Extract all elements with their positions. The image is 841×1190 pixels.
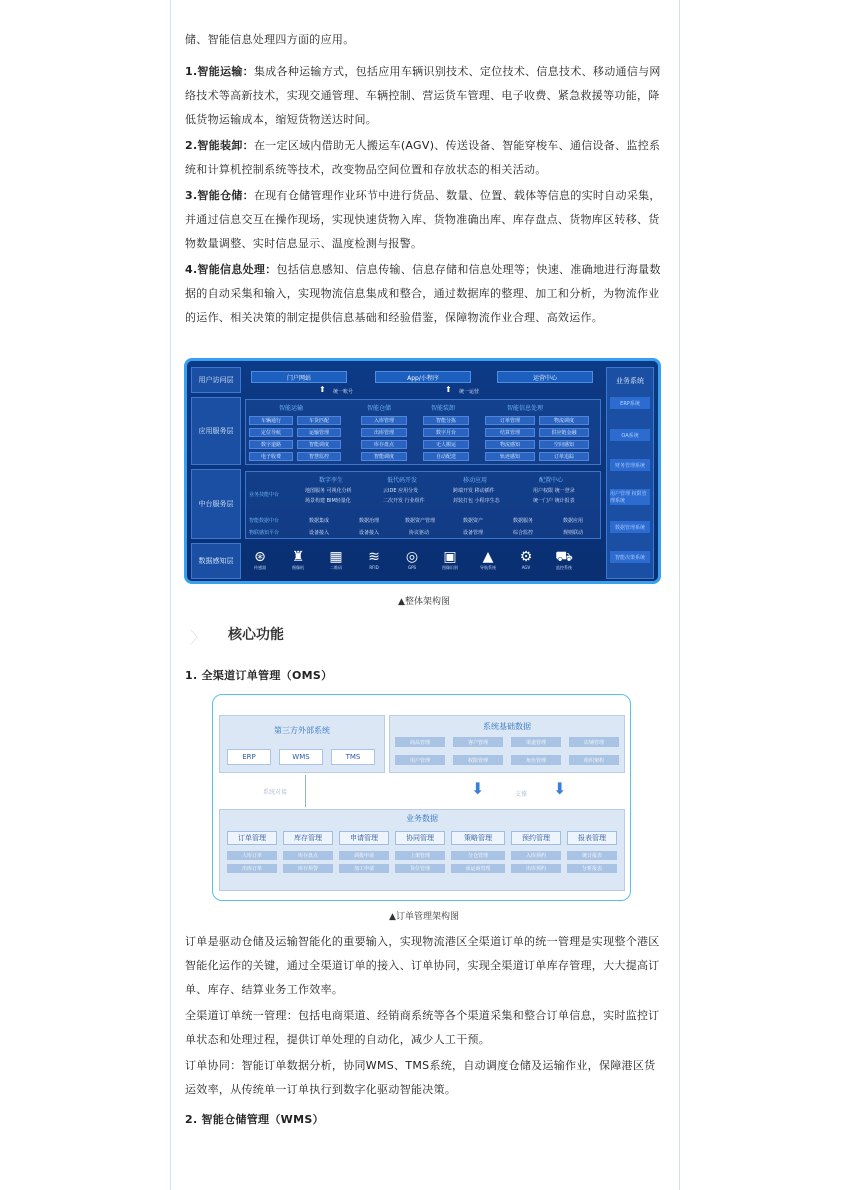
mid-group-title: 配置中心 — [539, 477, 564, 484]
item-text: 集成各种运输方式，包括应用车辆识别技术、定位技术、信息技术、移动通信与网络技术等高新技术，实现交通管理、车辆控制、营运货车管理、电子收费、紧急救援等功能，降低货物运输成本，缩短货物送达时间。 — [185, 65, 661, 126]
rfid-icon: ≋ RFID — [368, 549, 380, 570]
gps-icon: ◎ GPS — [405, 549, 419, 570]
module-sub: 上架管理 — [395, 851, 445, 860]
top-note: 统一账号 — [333, 389, 354, 395]
module-sub: 出库订单 — [227, 864, 277, 873]
module-sub: 承运商管理 — [451, 864, 505, 873]
base-cell: 用户管理 — [395, 755, 445, 765]
module-sub: 加工申请 — [339, 864, 389, 873]
item-smart-info — [185, 258, 663, 330]
architecture-diagram — [184, 358, 661, 584]
wms-box: WMS — [279, 749, 323, 765]
paragraph: 订单协同：智能订单数据分析，协同WMS、TMS系统，自动调度仓储及运输作业，保障港区货运效率，从传统单一订单执行到数字化驱动智能决策。 — [185, 1059, 656, 1096]
agv-icon: ⚙ AGV — [519, 549, 533, 570]
layer-data-sensing: 数据感知层 — [191, 543, 241, 579]
mid-group-title: 数字孪生 — [319, 477, 344, 484]
chevron-right-icon: 〉 — [190, 628, 207, 647]
module-collab: 协同管理 — [395, 831, 445, 845]
mid-left-label: 业务技能中台 — [249, 492, 280, 498]
mid-row-cell: 规则联动 — [563, 530, 584, 536]
app-cell: 结算管理 — [485, 428, 535, 437]
app-cell: 轨迹感知 — [485, 452, 535, 461]
app-cell: 电子收费 — [249, 452, 293, 461]
item-label: 1.智能运输： — [185, 65, 254, 78]
link-label: 系统对接 — [263, 789, 288, 796]
side-item: OA系统 — [610, 429, 650, 441]
mid-group-line: 统一门户 统计报表 — [533, 498, 575, 504]
app-cell: 入库管理 — [361, 416, 407, 425]
mid-group-line: 二次开发 行业组件 — [383, 498, 425, 504]
arch-caption: ▲整体架构图 — [398, 597, 450, 607]
tab-ops-center: 运营中心 — [497, 371, 593, 383]
side-title: 业务系统 — [616, 377, 644, 385]
app-cell: 自动配送 — [423, 452, 469, 461]
link-line — [305, 775, 306, 807]
mid-group-title: 移动应用 — [463, 477, 488, 484]
mid-group-line: 云IDE 应用分发 — [383, 488, 419, 494]
mid-group-line: 封装打包 小程序生态 — [453, 498, 500, 504]
app-cell: 运输管理 — [297, 428, 341, 437]
group-title: 智能运输 — [279, 405, 304, 412]
side-item: 智能决策系统 — [610, 551, 650, 563]
app-cell: 智慧监控 — [297, 452, 341, 461]
mid-group-line: 场景构建 BIM轻量化 — [305, 498, 351, 504]
group-title: 智能仓储 — [367, 405, 392, 412]
base-cell: 客户管理 — [453, 737, 503, 747]
oms-heading: 1. 全渠道订单管理（OMS） — [185, 669, 333, 682]
app-cell: 车货匹配 — [297, 416, 341, 425]
support-label: 支撑 — [515, 791, 528, 798]
module-sub: 人库订单 — [227, 851, 277, 860]
tms-box: TMS — [331, 749, 375, 765]
mid-group-line: 地图服务 可视化分析 — [305, 488, 352, 494]
side-item: ERP系统 — [610, 397, 650, 409]
app-cell: 智能调度 — [297, 440, 341, 449]
camera-icon: ♜ 摄像机 — [291, 549, 305, 570]
app-cell: 订单管理 — [485, 416, 535, 425]
base-cell: 商品管理 — [395, 737, 445, 747]
module-booking: 预约管理 — [511, 831, 561, 845]
mid-row-cell: 设备管理 — [463, 530, 484, 536]
module-order: 订单管理 — [227, 831, 277, 845]
side-item: 数据管理系统 — [610, 521, 650, 533]
sensor-icon: ⊛ 传感器 — [254, 549, 266, 570]
module-sub: 库存盘点 — [283, 851, 333, 860]
mid-row-cell: 数据应用 — [563, 518, 584, 524]
item-smart-storage — [185, 184, 663, 256]
side-item: 财务管理系统 — [610, 459, 650, 471]
down-arrow-icon: ⬇ — [471, 779, 485, 798]
group-title: 智能装卸 — [431, 405, 456, 412]
app-cell: 订单追踪 — [539, 452, 589, 461]
mid-row-cell: 协议驱动 — [409, 530, 430, 536]
monitor-icon: ⛟ 监控系统 — [555, 549, 573, 570]
third-party-title: 第三方外部系统 — [274, 726, 330, 735]
app-cell: 无人搬运 — [423, 440, 469, 449]
app-cell: 空间感知 — [539, 440, 589, 449]
module-sub: 入库预约 — [511, 851, 561, 860]
app-cell: 库存盘点 — [361, 440, 407, 449]
item-smart-transport — [185, 60, 663, 132]
oms-diagram — [212, 694, 631, 901]
module-strategy: 策略管理 — [451, 831, 505, 845]
app-cell: 数字月台 — [423, 428, 469, 437]
mid-left-label: 物联感知平台 — [249, 530, 280, 536]
up-arrow-icon: ⬆ — [319, 385, 326, 394]
mid-group-line: 跨端开发 移动插件 — [453, 488, 495, 494]
qrcode-icon: ▦ 二维码 — [329, 549, 343, 570]
item-text: 在现有仓储管理作业环节中进行货品、数量、位置、载体等信息的实时自动采集，并通过信息交互在操作现场，实现快速货物入库、货物准确出库、库存盘点、货物库区转移、货物数量调整、实时信息显示、温度检测与报警。 — [185, 189, 661, 250]
mid-row-cell: 数据服务 — [513, 518, 534, 524]
base-cell: 权限管理 — [453, 755, 503, 765]
app-cell: 定位导航 — [249, 428, 293, 437]
app-cell: 物流调度 — [539, 416, 589, 425]
image-recognition-icon: ▣ 图像识别 — [442, 549, 458, 570]
app-cell: 车辆通行 — [249, 416, 293, 425]
intro-tail: 储、智能信息处理四方面的应用。 — [185, 33, 355, 46]
app-cell: 智能调度 — [361, 452, 407, 461]
up-arrow-icon: ⬆ — [445, 385, 452, 394]
base-cell: 组织架构 — [569, 755, 619, 765]
layer-user-access: 用户访问层 — [191, 367, 241, 393]
group-title: 智能信息处理 — [507, 405, 544, 412]
module-sub: 库存预警 — [283, 864, 333, 873]
module-sub: 调拨申请 — [339, 851, 389, 860]
base-data-title: 系统基础数据 — [483, 722, 531, 731]
mid-row-cell: 数据资产管理 — [405, 518, 436, 524]
side-item: 用户管理 权限管理系统 — [610, 489, 650, 505]
module-stock: 库存管理 — [283, 831, 333, 845]
mid-left-label: 智能数据中台 — [249, 518, 280, 524]
layer-app-service: 应用服务层 — [191, 397, 241, 465]
app-cell: 出库管理 — [361, 428, 407, 437]
down-arrow-icon: ⬇ — [553, 779, 567, 798]
app-cell: 智能分拣 — [423, 416, 469, 425]
mid-row-cell: 设备接入 — [309, 530, 330, 536]
business-data-title: 业务数据 — [406, 814, 438, 823]
module-sub: 分析报表 — [567, 864, 617, 873]
mid-group-title: 低代码开发 — [387, 477, 418, 484]
item-smart-handling — [185, 134, 663, 182]
base-cell: 渠道管理 — [511, 737, 561, 747]
mid-row-cell: 设备接入 — [359, 530, 380, 536]
module-apply: 申请管理 — [339, 831, 389, 845]
mid-row-cell: 数据资产 — [463, 518, 484, 524]
item-label: 3.智能仓储： — [185, 189, 254, 202]
tab-portal: 门户网站 — [251, 371, 347, 383]
mid-row-cell: 综合监控 — [513, 530, 534, 536]
tab-app: App/小程序 — [375, 371, 471, 383]
item-text: 在一定区域内借助无人搬运车(AGV)、传送设备、智能穿梭车、通信设备、监控系统和计算机控制系统等技术，改变物品空间位置和存放状态的相关活动。 — [185, 139, 661, 176]
module-sub: 分仓管理 — [451, 851, 505, 860]
module-report: 报表管理 — [567, 831, 617, 845]
oms-caption: ▲订单管理架构图 — [389, 912, 459, 922]
navigation-icon: ▲ 导航系统 — [480, 549, 496, 570]
erp-box: ERP — [227, 749, 271, 765]
app-cell: 供应链金融 — [539, 428, 589, 437]
base-cell: 店铺管理 — [569, 737, 619, 747]
section-title: 核心功能 — [228, 627, 284, 643]
mid-row-cell: 数据治理 — [359, 518, 380, 524]
app-cell: 数字道路 — [249, 440, 293, 449]
item-label: 2.智能装卸： — [185, 139, 254, 152]
module-sub: 统计报表 — [567, 851, 617, 860]
mid-row-cell: 数据集成 — [309, 518, 330, 524]
top-note: 统一运营 — [459, 389, 480, 395]
item-text: 包括信息感知、信息传输、信息存储和信息处理等；快速、准确地进行海量数据的自动采集和输入，实现物流信息集成和整合，通过数据库的整理、加工和分析，为物流作业的运作、相关决策的制定提供信息基础和经验借鉴，保障物流作业合理、高效运作。 — [185, 263, 661, 324]
base-cell: 角色管理 — [511, 755, 561, 765]
paragraph: 订单是驱动仓储及运输智能化的重要输入，实现物流港区全渠道订单的统一管理是实现整个港区智能化运作的关键，通过全渠道订单的接入、订单协同，实现全渠道订单库存管理，大大提高订单、库存、结算业务工作效率。 — [185, 935, 660, 996]
mid-group-line: 用户权限 统一登录 — [533, 488, 575, 494]
module-sub: 出库预约 — [511, 864, 561, 873]
wms-heading: 2. 智能仓储管理（WMS） — [185, 1113, 324, 1126]
layer-middle-platform: 中台服务层 — [191, 469, 241, 539]
item-label: 4.智能信息处理： — [185, 263, 277, 276]
module-sub: 货位管理 — [395, 864, 445, 873]
paragraph: 全渠道订单统一管理：包括电商渠道、经销商系统等各个渠道采集和整合订单信息，实时监控订单状态和处理过程，提供订单处理的自动化，减少人工干预。 — [185, 1009, 660, 1046]
app-cell: 物流感知 — [485, 440, 535, 449]
